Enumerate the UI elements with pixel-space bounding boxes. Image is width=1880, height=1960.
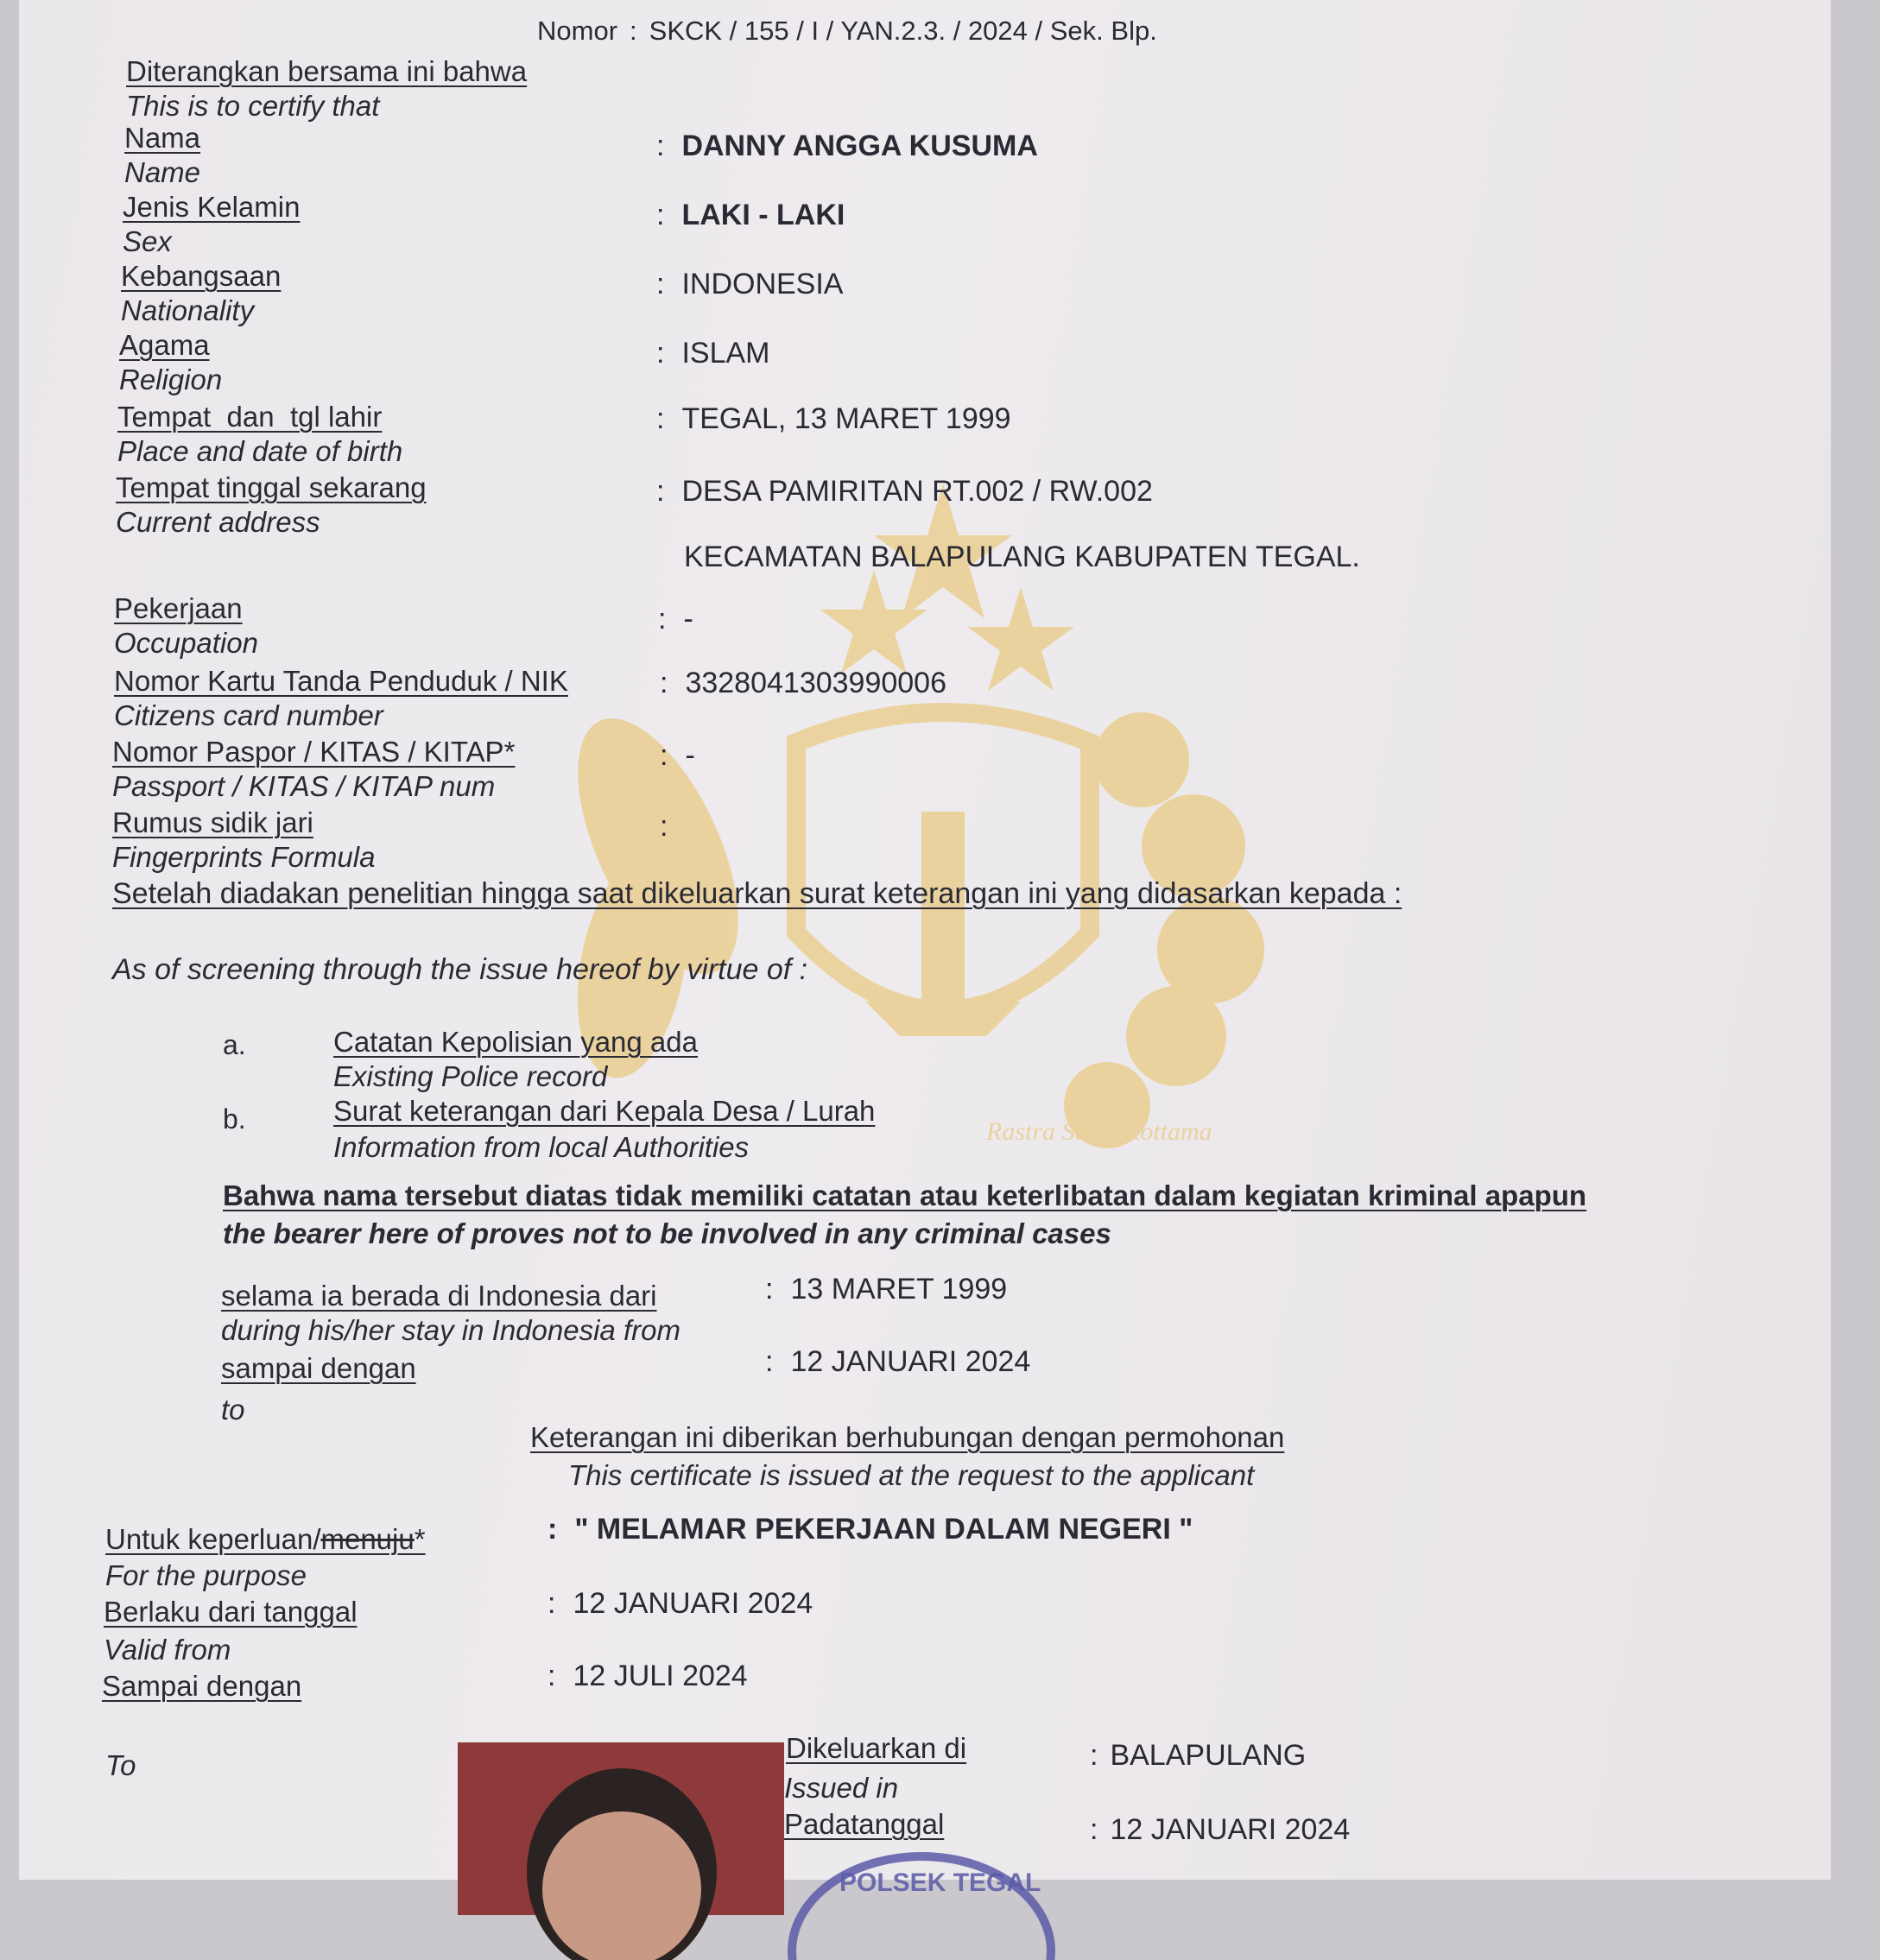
field-sex-label: Jenis Kelamin [123, 191, 301, 223]
field-address-label: Tempat tinggal sekarang [116, 471, 427, 503]
field-fingerprint-value: : [660, 810, 668, 843]
field-name-label: Nama [124, 122, 201, 154]
validity-from-label: Berlaku dari tanggal [104, 1596, 358, 1628]
field-fingerprint-label: Rumus sidik jari [112, 806, 313, 838]
field-sex-label-en: Sex [123, 225, 172, 257]
person-silhouette-icon [458, 1742, 784, 1915]
research-item-a-label-en: Existing Police record [333, 1060, 608, 1092]
field-birth-label-en: Place and date of birth [117, 435, 403, 467]
field-occupation-value: : - [658, 603, 693, 635]
validity-to-label-en: To [105, 1749, 136, 1781]
purpose-label-en: For the purpose [105, 1559, 307, 1591]
field-nik-label-en: Citizens card number [114, 699, 383, 731]
request-text-en: This certificate is issued at the request to the applicant [568, 1459, 1255, 1491]
validity-to-label: Sampai dengan [102, 1670, 302, 1702]
research-text-en: As of screening through the issue hereof by virtue of : [112, 953, 808, 986]
field-occupation-label-en: Occupation [114, 627, 258, 659]
intro-label-en: This is to certify that [126, 90, 380, 122]
applicant-photo [458, 1742, 784, 1915]
stay-to-value: : 12 JANUARI 2024 [765, 1345, 1031, 1378]
field-nationality-value: : INDONESIA [656, 268, 844, 300]
field-passport-value: : - [660, 739, 695, 772]
svg-text:POLSEK TEGAL: POLSEK TEGAL [839, 1868, 1041, 1897]
intro-label: Diterangkan bersama ini bahwa [126, 55, 528, 87]
document-page [19, 0, 1831, 1897]
field-passport-label-en: Passport / KITAS / KITAP num [112, 770, 496, 802]
statement-text-en: the bearer here of proves not to be involved in any criminal cases [223, 1217, 1111, 1249]
issued-date-value: : 12 JANUARI 2024 [1090, 1813, 1351, 1846]
field-fingerprint-label-en: Fingerprints Formula [112, 841, 376, 873]
stay-from-label: selama ia berada di Indonesia dari [221, 1280, 657, 1312]
stay-from-value: : 13 MARET 1999 [765, 1273, 1008, 1306]
field-sex-value: : LAKI - LAKI [656, 199, 845, 231]
issued-place-value: : BALAPULANG [1090, 1739, 1307, 1772]
research-text: Setelah diadakan penelitian hingga saat dikeluarkan surat keterangan ini yang didasarkan kepada : [112, 877, 1402, 910]
field-religion-label: Agama [119, 329, 210, 361]
field-address-value-line2: KECAMATAN BALAPULANG KABUPATEN TEGAL. [684, 541, 1360, 573]
stay-from-label-en: during his/her stay in Indonesia from [221, 1314, 680, 1346]
official-stamp-icon [779, 1822, 1064, 1960]
research-item-b-letter: b. [223, 1103, 246, 1135]
field-nationality-label-en: Nationality [121, 294, 255, 326]
stay-to-label: sampai dengan [221, 1352, 416, 1384]
research-item-a-label: Catatan Kepolisian yang ada [333, 1026, 698, 1058]
field-address-label-en: Current address [116, 506, 320, 538]
research-item-a-letter: a. [223, 1029, 246, 1060]
crest-star-right [967, 587, 1074, 691]
validity-from-value: : 12 JANUARI 2024 [548, 1587, 813, 1620]
field-name-value: : DANNY ANGGA KUSUMA [656, 130, 1038, 162]
stay-to-label-en: to [221, 1394, 245, 1426]
statement-text: Bahwa nama tersebut diatas tidak memiliki catatan atau keterlibatan dalam kegiatan kriminal apapun [223, 1179, 1587, 1211]
issued-date-label: Padatanggal [784, 1808, 945, 1840]
certificate-number: Nomor : SKCK / 155 / I / YAN.2.3. / 2024 / Sek. Blp. [537, 16, 1157, 46]
validity-to-value: : 12 JULI 2024 [548, 1660, 748, 1692]
field-occupation-label: Pekerjaan [114, 592, 243, 624]
purpose-label: Untuk keperluan/menuju* [105, 1523, 426, 1555]
field-address-value: : DESA PAMIRITAN RT.002 / RW.002 [656, 475, 1153, 508]
field-birth-value: : TEGAL, 13 MARET 1999 [656, 402, 1011, 435]
purpose-value: : " MELAMAR PEKERJAAN DALAM NEGERI " [548, 1513, 1193, 1546]
field-religion-label-en: Religion [119, 364, 223, 395]
issued-place-label-en: Issued in [784, 1772, 899, 1804]
research-item-b-label-en: Information from local Authorities [333, 1131, 750, 1163]
request-text: Keterangan ini diberikan berhubungan dengan permohonan [530, 1421, 1285, 1453]
field-nik-value: : 3328041303990006 [660, 667, 946, 699]
field-name-label-en: Name [124, 156, 201, 188]
field-nik-label: Nomor Kartu Tanda Penduduk / NIK [114, 665, 568, 697]
field-passport-label: Nomor Paspor / KITAS / KITAP* [112, 736, 516, 768]
research-item-b-label: Surat keterangan dari Kepala Desa / Lurah [333, 1095, 876, 1127]
issued-place-label: Dikeluarkan di [786, 1732, 967, 1764]
validity-from-label-en: Valid from [104, 1634, 231, 1666]
field-birth-label: Tempat dan tgl lahir [117, 401, 383, 433]
field-nationality-label: Kebangsaan [121, 260, 282, 292]
field-religion-value: : ISLAM [656, 337, 770, 370]
svg-text:Rastra Sewa Kottama: Rastra Sewa Kottama [986, 1117, 1212, 1146]
